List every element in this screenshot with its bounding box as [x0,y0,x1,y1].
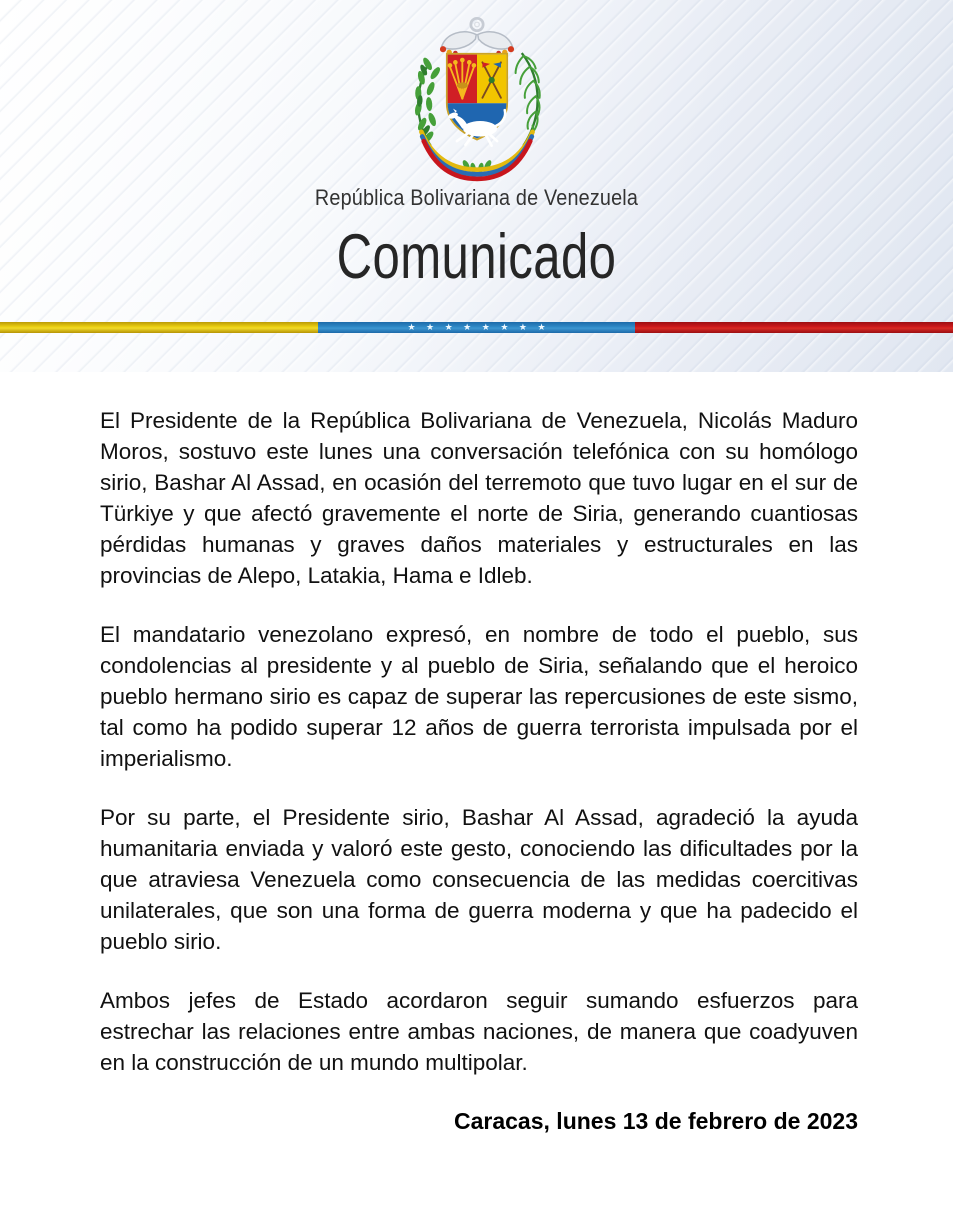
paragraph-3: Por su parte, el Presidente sirio, Bashar Al Assad, agradeció la ayuda humanitaria enviada y valoró este gesto, conociendo las dificultades por la que atraviesa Venezuela como consecuencia de las medidas coercitivas unilaterales, que son una forma de guerra moderna y que ha padecido el pueblo sirio. [100,805,858,954]
page-title: Comunicado [336,222,617,292]
paragraph-4: Ambos jefes de Estado acordaron seguir sumando esfuerzos para estrechar las relaciones entre ambas naciones, de manera que coadyuven en la construcción de un mundo multipolar. [100,988,858,1075]
country-name: República Bolivariana de Venezuela [314,185,639,210]
flag-stripe-red [635,322,953,333]
flag-stars: ★ ★ ★ ★ ★ ★ ★ ★ [407,322,550,332]
communique-body [0,372,953,1137]
flag-stripe-yellow [0,322,318,333]
venezuela-coat-of-arms-icon [398,16,556,182]
dateline: Caracas, lunes 13 de febrero de 2023 [454,1108,858,1134]
flag-stripe [0,322,953,333]
paragraph-2: El mandatario venezolano expresó, en nombre de todo el pueblo, sus condolencias al presidente y al pueblo de Siria, señalando que el heroico pueblo hermano sirio es capaz de superar las repercusiones de este sismo, tal como ha podido superar 12 años de guerra terrorista impulsada por el imperialismo. [100,622,858,771]
paragraph-1: El Presidente de la República Bolivariana de Venezuela, Nicolás Maduro Moros, sostuvo este lunes una conversación telefónica con su homólogo sirio, Bashar Al Assad, en ocasión del terremoto que tuvo lugar en el sur de Türkiye y que afectó gravemente el norte de Siria, generando cuantiosas pérdidas humanas y graves daños materiales y estructurales en las provincias de Alepo, Latakia, Hama e Idleb. [100,408,858,588]
flag-stripe-blue [318,322,636,333]
header [0,0,953,372]
